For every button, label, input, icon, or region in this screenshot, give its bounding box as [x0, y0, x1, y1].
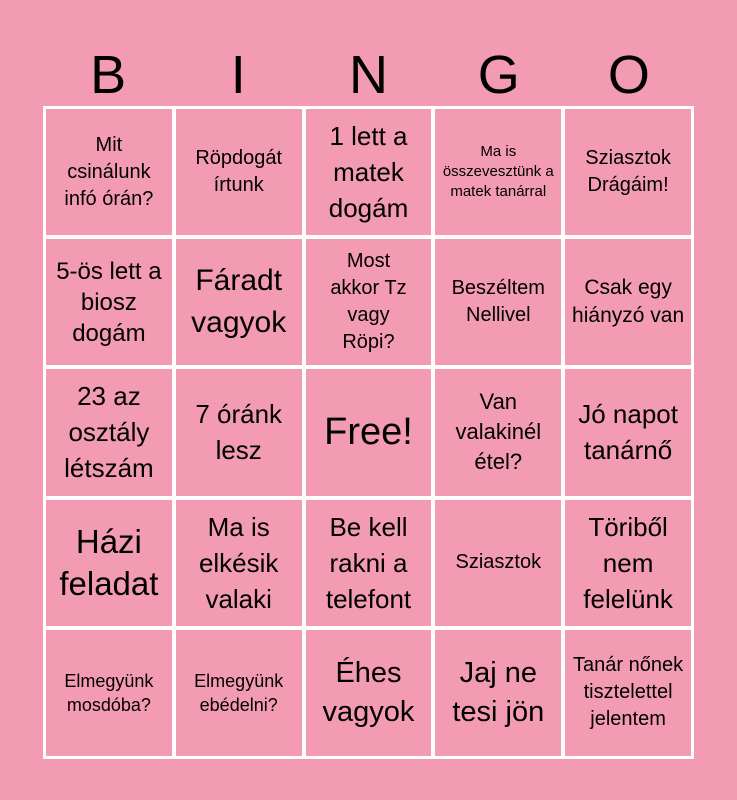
header-letter-i: I	[230, 45, 246, 105]
bingo-cell[interactable]	[435, 239, 561, 365]
cell-text: Sziasztok Drágáim!	[585, 147, 671, 197]
bingo-cell[interactable]	[46, 109, 172, 235]
cell-text: Van valakinél étel?	[455, 389, 542, 475]
cell-text: Röpdogát írtunk	[195, 147, 283, 197]
header-letter-o: O	[607, 45, 650, 105]
bingo-cell[interactable]	[565, 500, 691, 626]
cell-text: Be kell rakni a telefont	[325, 511, 412, 614]
cell-text: Jó napot tanárnő	[578, 399, 678, 466]
bingo-cell[interactable]	[565, 369, 691, 495]
bingo-cell[interactable]	[565, 239, 691, 365]
cell-text: Elmegyünk mosdóba?	[64, 670, 154, 715]
bingo-cell[interactable]	[435, 500, 561, 626]
bingo-cell[interactable]	[176, 500, 302, 626]
cell-text: Free!	[324, 410, 413, 453]
header-letter-n: N	[349, 45, 388, 105]
bingo-cell[interactable]	[46, 369, 172, 495]
cell-text: 1 lett a matek dogám	[328, 121, 409, 224]
free-cell[interactable]	[306, 369, 432, 495]
bingo-cell[interactable]	[46, 239, 172, 365]
header-letter-g: G	[477, 45, 520, 105]
bingo-cell[interactable]	[306, 500, 432, 626]
cell-text: Házi feladat	[59, 522, 159, 602]
cell-text: Ma is összevesztünk a matek tanárral	[442, 143, 554, 201]
bingo-cell[interactable]	[176, 239, 302, 365]
cell-text: Sziasztok	[455, 551, 542, 574]
bingo-cell[interactable]	[306, 630, 432, 756]
bingo-grid	[43, 106, 694, 759]
bingo-cell[interactable]	[435, 109, 561, 235]
cell-text: Tanár nőnek tisztelettel jelentem	[573, 654, 684, 731]
cell-text: Elmegyünk ebédelni?	[194, 670, 284, 715]
cell-text: Most akkor Tz vagy Röpi?	[330, 250, 407, 354]
bingo-cell[interactable]	[46, 630, 172, 756]
cell-text: Fáradt vagyok	[191, 264, 287, 340]
cell-text: Éhes vagyok	[322, 656, 415, 728]
bingo-cell[interactable]	[176, 109, 302, 235]
bingo-cell[interactable]	[306, 239, 432, 365]
bingo-header	[43, 44, 694, 106]
cell-text: Csak egy hiányzó van	[572, 276, 685, 328]
bingo-cell[interactable]	[435, 630, 561, 756]
bingo-cell[interactable]	[306, 109, 432, 235]
cell-text: Ma is elkésik valaki	[198, 511, 279, 614]
cell-text: Mit csinálunk infó órán?	[64, 133, 154, 210]
cell-text: 23 az osztály létszám	[64, 381, 154, 484]
cell-text: Beszéltem Nellivel	[451, 277, 545, 327]
bingo-cell[interactable]	[435, 369, 561, 495]
cell-text: Töriből nem felelünk	[583, 511, 673, 614]
bingo-cell[interactable]	[176, 630, 302, 756]
cell-text: 7 óránk lesz	[195, 399, 283, 466]
bingo-cell[interactable]	[176, 369, 302, 495]
bingo-cell[interactable]	[565, 630, 691, 756]
bingo-cell[interactable]	[46, 500, 172, 626]
cell-text: 5-ös lett a biosz dogám	[56, 257, 162, 347]
header-letter-b: B	[90, 45, 127, 105]
cell-text: Jaj ne tesi jön	[452, 656, 545, 728]
bingo-cell[interactable]	[565, 109, 691, 235]
